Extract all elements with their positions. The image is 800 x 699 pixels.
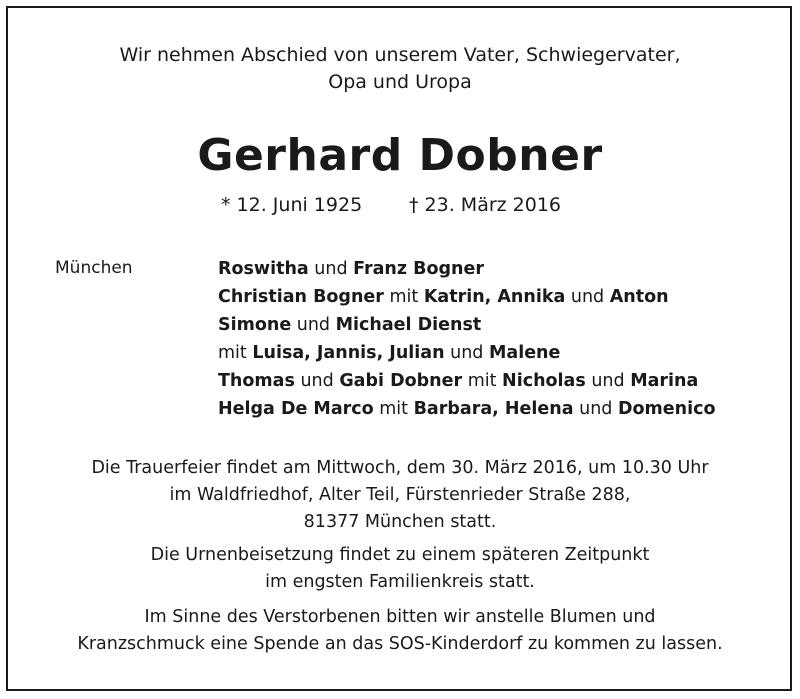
funeral-service-text: [0, 455, 800, 536]
donation-text: [0, 604, 800, 658]
family-connector: mit: [373, 399, 414, 419]
service-line-1: Die Trauerfeier findet am Mittwoch, dem 30. März 2016, um 10.30 Uhr: [91, 458, 709, 478]
city: München: [55, 258, 133, 278]
family-name: Barbara, Helena: [413, 399, 574, 419]
family-name: Domenico: [617, 399, 716, 419]
family-connector: und: [573, 399, 618, 419]
family-connector: und: [308, 259, 354, 279]
family-connector: mit: [218, 343, 253, 363]
family-name: Franz Bogner: [353, 259, 484, 279]
family-line: [218, 339, 715, 367]
family-name: Katrin, Annika: [423, 287, 566, 307]
family-name: Thomas: [218, 371, 295, 391]
family-connector: und: [444, 343, 489, 363]
family-line: [218, 367, 715, 395]
donation-line-1: Im Sinne des Verstorbenen bitten wir anstelle Blumen und: [144, 607, 656, 627]
service-line-2: im Waldfriedhof, Alter Teil, Fürstenrieder Straße 288,: [169, 485, 631, 505]
family-line: [218, 283, 715, 311]
service-line-3: 81377 München statt.: [303, 512, 497, 532]
donation-line-2: Kranzschmuck eine Spende an das SOS-Kinderdorf zu kommen zu lassen.: [77, 634, 723, 654]
family-connector: und: [291, 315, 336, 335]
family-name: Michael Dienst: [335, 315, 482, 335]
intro-text: [0, 42, 800, 96]
intro-line-2: Opa und Uropa: [328, 71, 472, 93]
family-list: [218, 255, 715, 423]
intro-line-1: Wir nehmen Abschied von unserem Vater, Schwiegervater,: [119, 44, 681, 66]
family-name: Malene: [488, 343, 561, 363]
family-line: [218, 395, 715, 423]
urn-burial-text: [0, 542, 800, 596]
family-name: Helga De Marco: [218, 399, 374, 419]
family-name: Simone: [218, 315, 292, 335]
family-name: Roswitha: [218, 259, 309, 279]
family-line: [218, 255, 715, 283]
family-connector: und: [294, 371, 340, 391]
death-date: † 23. März 2016: [409, 194, 562, 216]
family-name: Luisa, Jannis, Julian: [252, 343, 445, 363]
family-name: Marina: [630, 371, 699, 391]
birth-date: * 12. Juni 1925: [221, 194, 363, 216]
family-name: Christian Bogner: [218, 287, 384, 307]
deceased-name: Gerhard Dobner: [197, 130, 603, 181]
family-name: Anton: [609, 287, 669, 307]
family-connector: und: [565, 287, 610, 307]
family-line: [218, 311, 715, 339]
family-connector: mit: [462, 371, 503, 391]
family-name: Nicholas: [502, 371, 586, 391]
family-connector: mit: [383, 287, 424, 307]
urn-line-1: Die Urnenbeisetzung findet zu einem späteren Zeitpunkt: [150, 545, 650, 565]
urn-line-2: im engsten Familienkreis statt.: [265, 572, 535, 592]
family-name: Gabi Dobner: [339, 371, 463, 391]
family-connector: und: [585, 371, 631, 391]
